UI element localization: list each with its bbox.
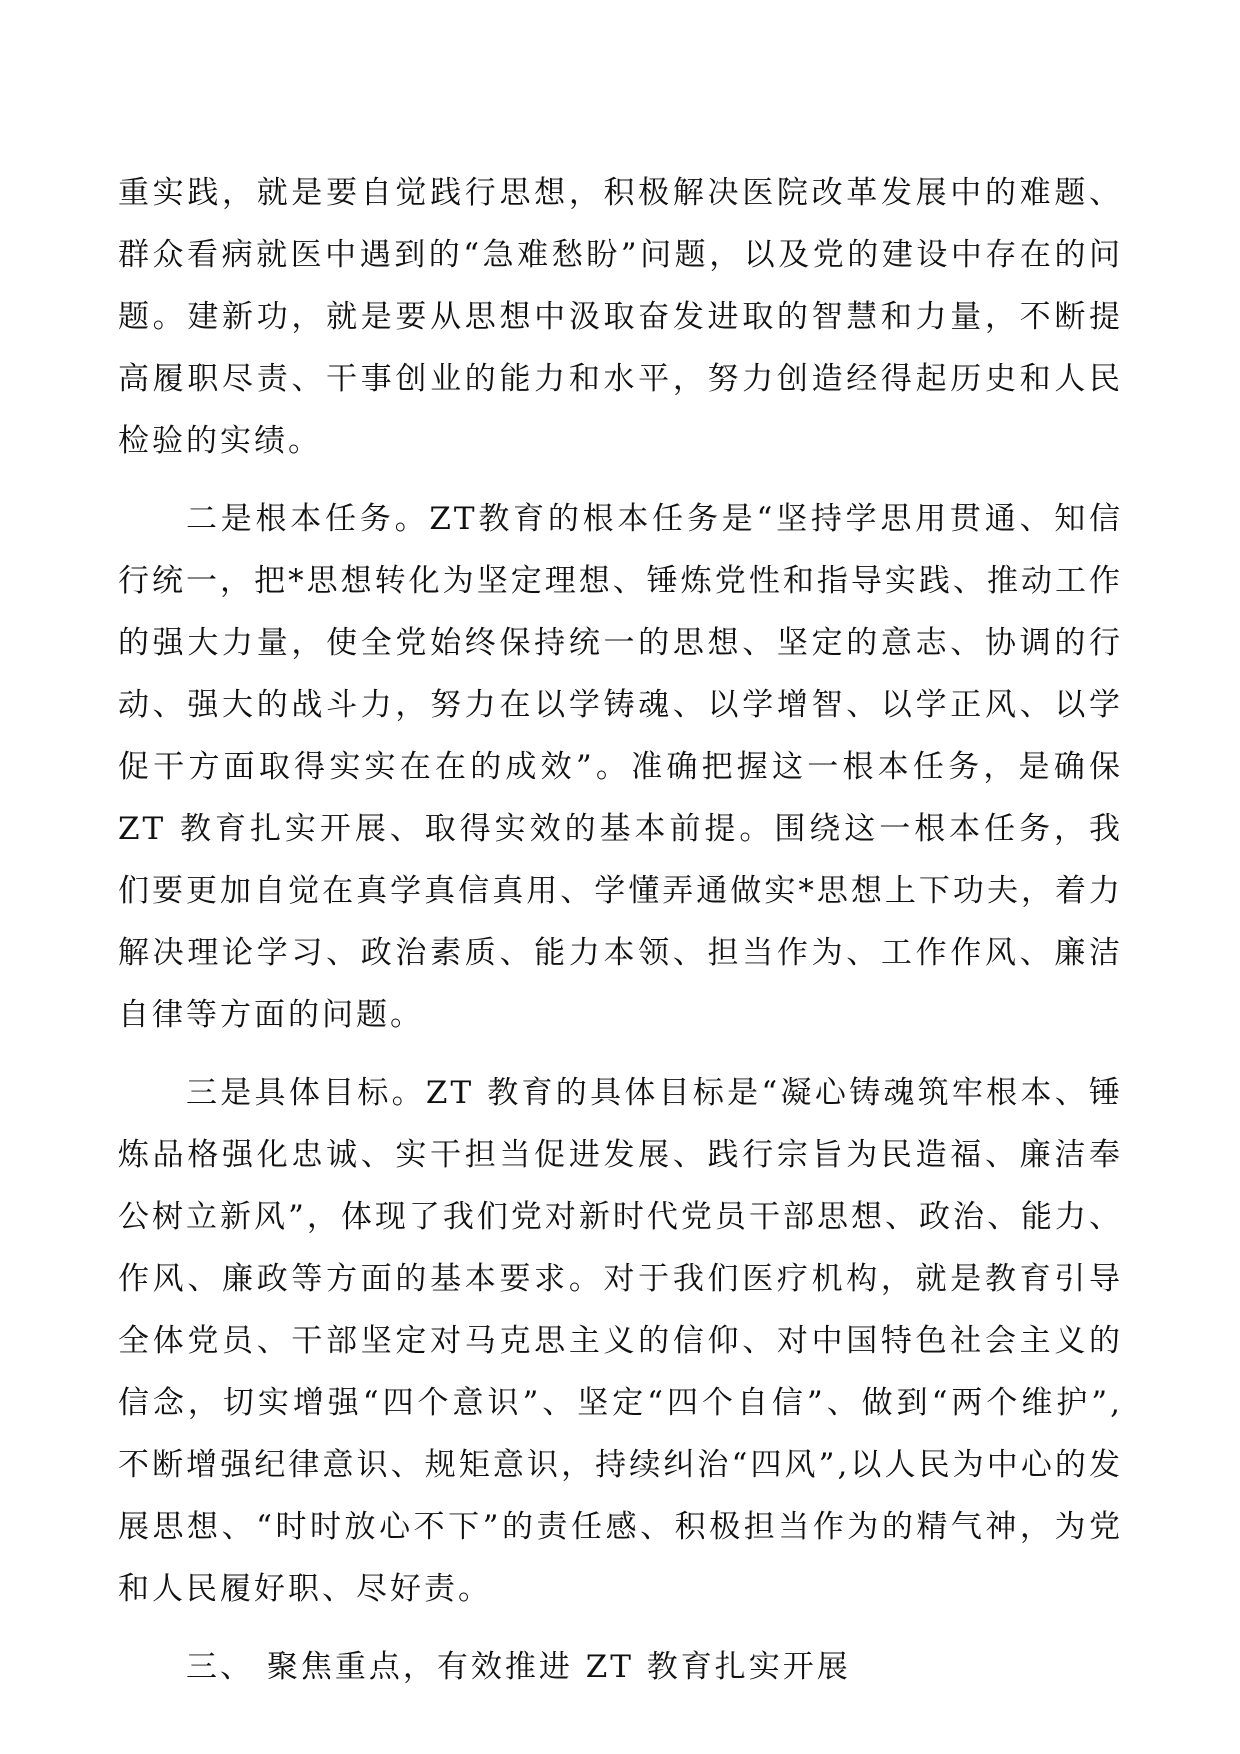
paragraph-specific-goals: 三是具体目标。ZT 教育的具体目标是“凝心铸魂筑牢根本、锤炼品格强化忠诚、实干担当促进发展、践行宗旨为民造福、廉洁奉公树立新风”，体现了我们党对新时代党员干部思想、政治、能力、作风、廉政等方面的基本要求。对于我们医疗机构，就是教育引导全体党员、干部坚定对马克思主义的信仰、对中国特色社会主义的信念，切实增强“四个意识”、坚定“四个自信”、做到“两个维护”,不断增强纪律意识、规矩意识，持续纠治“四风”,以人民为中心的发展思想、“时时放心不下”的责任感、积极担当作为的精气神，为党和人民履好职、尽好责。: [118, 1075, 1123, 1607]
paragraph-fundamental-task: 二是根本任务。ZT教育的根本任务是“坚持学思用贯通、知信行统一，把*思想转化为坚定理想、锤炼党性和指导实践、推动工作的强大力量，使全党始终保持统一的思想、坚定的意志、协调的行动、强大的战斗力，努力在以学铸魂、以学增智、以学正风、以学促干方面取得实实在在的成效”。准确把握这一根本任务，是确保 ZT 教育扎实开展、取得实效的基本前提。围绕这一根本任务，我们要更加自觉在真学真信真用、学懂弄通做实*思想上下功夫，着力解决理论学习、政治素质、能力本领、担当作为、工作作风、廉洁自律等方面的问题。: [118, 501, 1123, 1033]
document-body: [118, 162, 1123, 1698]
section-heading: 三、 聚焦重点，有效推进 ZT 教育扎实开展: [186, 1649, 851, 1685]
paragraph-continuation: 重实践，就是要自觉践行思想，积极解决医院改革发展中的难题、群众看病就医中遇到的“急难愁盼”问题，以及党的建设中存在的问题。建新功，就是要从思想中汲取奋发进取的智慧和力量，不断提高履职尽责、干事创业的能力和水平，努力创造经得起历史和人民检验的实绩。: [118, 175, 1123, 459]
